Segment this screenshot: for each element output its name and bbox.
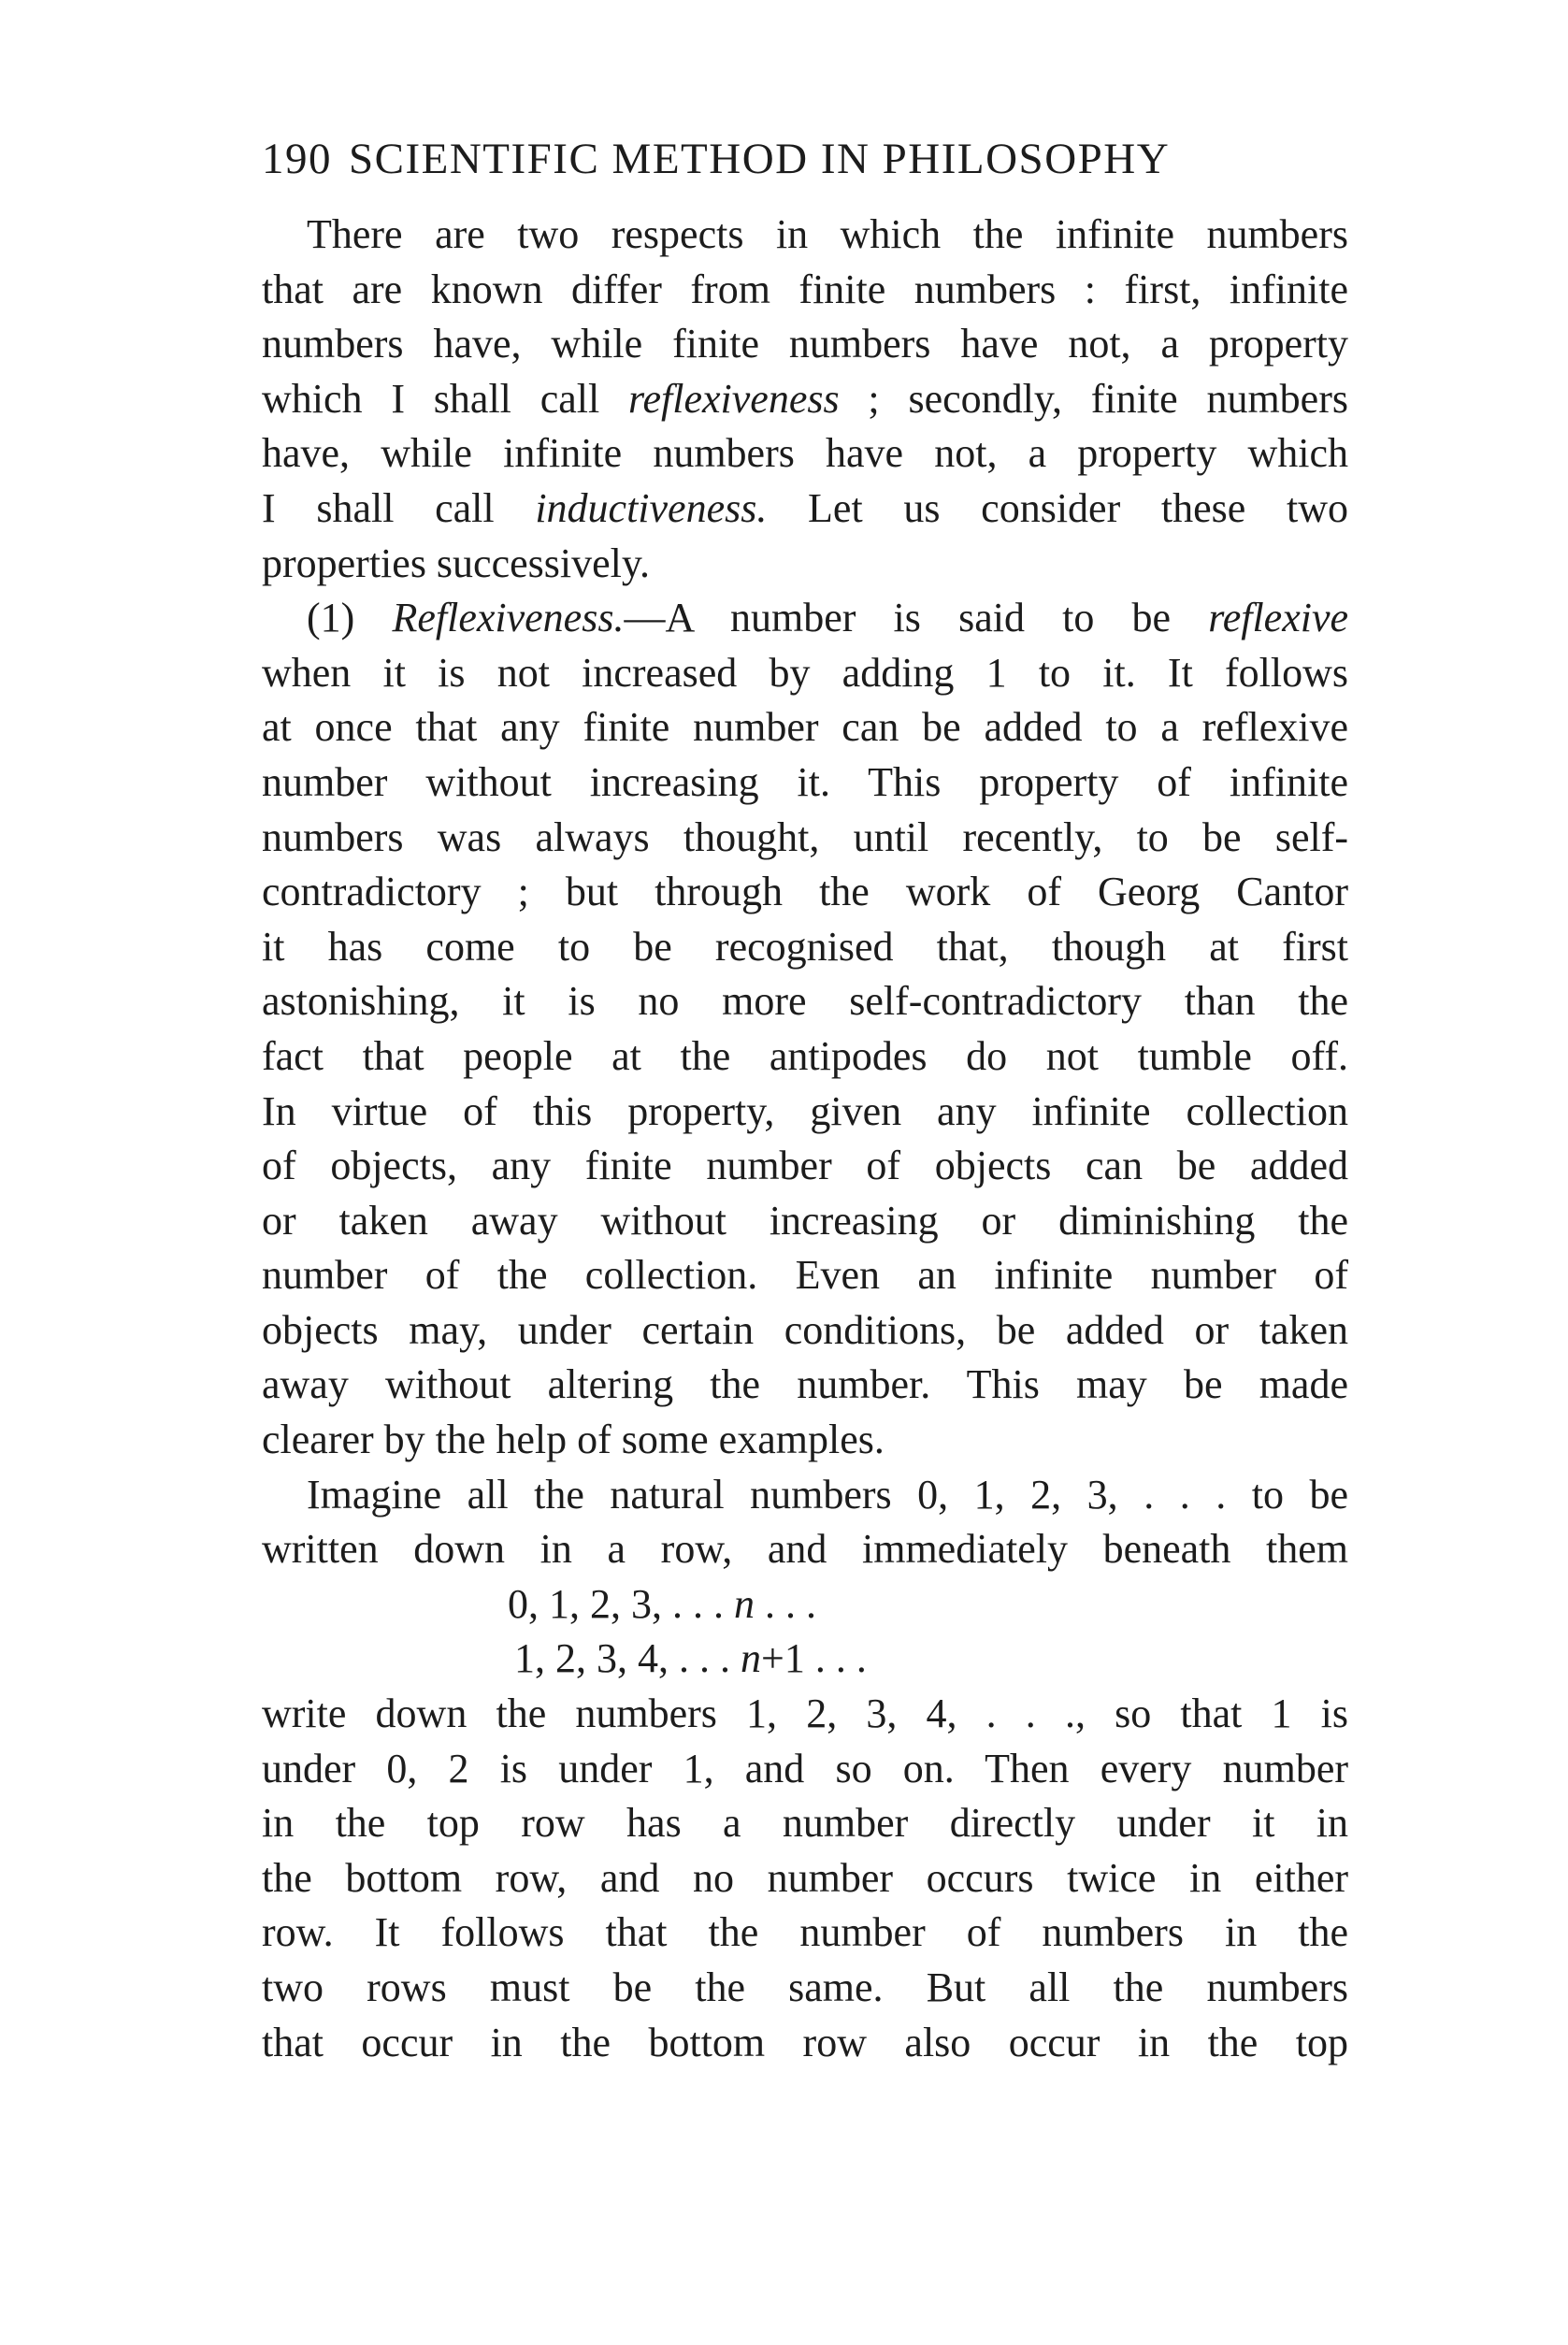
text-line: write down the numbers 1, 2, 3, 4, . . ., so that 1 is	[262, 1690, 1348, 1737]
italic-variable: n	[734, 1580, 755, 1627]
italic-term: reflexiveness	[628, 375, 840, 422]
text-line: fact that people at the antipodes do not tumble off.	[262, 1032, 1348, 1079]
text-segment: I shall call	[262, 484, 536, 531]
running-head	[262, 131, 1348, 187]
page-number: 190	[262, 135, 332, 183]
text-segment: which I shall call	[262, 375, 629, 422]
text-segment: . . .	[755, 1580, 816, 1627]
text-line: contradictory ; but through the work of Georg Cantor	[262, 869, 1348, 915]
text-line: or taken away without increasing or diminishing the	[262, 1197, 1348, 1244]
text-line: of objects, any finite number of objects can be added	[262, 1143, 1348, 1189]
text-line: properties successively.	[262, 539, 651, 586]
text-line	[262, 482, 1348, 537]
text-line: Imagine all the natural numbers 0, 1, 2, 3, . . . to be	[307, 1471, 1348, 1518]
text-line: astonishing, it is no more self-contradictory than the	[262, 978, 1348, 1025]
paragraph-2	[262, 591, 1348, 1468]
text-line: objects may, under certain conditions, be added or taken	[262, 1306, 1348, 1353]
number-rows-display	[262, 1577, 1348, 1687]
text-line	[262, 372, 1348, 427]
text-line: in the top row has a number directly under it in	[262, 1800, 1348, 1847]
paragraph-3	[262, 1468, 1348, 1577]
italic-variable: n	[741, 1635, 761, 1682]
text-line: There are two respects in which the infinite numbers	[307, 211, 1348, 257]
text-line: number of the collection. Even an infinite number of	[262, 1252, 1348, 1299]
text-segment: (1)	[307, 595, 393, 641]
text-segment: +1 . . .	[761, 1635, 867, 1682]
text-segment: Let us consider these two	[767, 484, 1348, 531]
text-line: that are known differ from finite numbers : first, infinite	[262, 266, 1348, 312]
text-line: the bottom row, and no number occurs twice in either	[262, 1854, 1348, 1901]
text-line: under 0, 2 is under 1, and so on. Then every number	[262, 1745, 1348, 1791]
text-line: numbers was always thought, until recently, to be self-	[262, 813, 1348, 860]
bottom-number-row	[262, 1632, 1348, 1687]
paragraph-1	[262, 208, 1348, 591]
italic-term: reflexive	[1208, 595, 1349, 641]
text-segment: 1, 2, 3, 4, . . .	[514, 1635, 741, 1682]
italic-term: inductiveness.	[535, 484, 768, 531]
text-line: In virtue of this property, given any infinite collection	[262, 1087, 1348, 1134]
section-heading: Reflexiveness.	[392, 595, 625, 641]
text-line: row. It follows that the number of numbers in the	[262, 1909, 1348, 1956]
text-line: at once that any finite number can be added to a reflexive	[262, 704, 1348, 751]
text-line: two rows must be the same. But all the numbers	[262, 1964, 1348, 2010]
text-segment: —A number is said to be	[624, 595, 1209, 641]
text-line: written down in a row, and immediately beneath them	[262, 1526, 1348, 1573]
paragraph-4	[262, 1687, 1348, 2070]
text-line: number without increasing it. This property of infinite	[262, 758, 1348, 805]
text-line: when it is not increased by adding 1 to it. It follows	[262, 649, 1348, 696]
text-line: away without altering the number. This may be made	[262, 1361, 1348, 1408]
book-page	[262, 131, 1348, 2070]
running-title: SCIENTIFIC METHOD IN PHILOSOPHY	[349, 135, 1171, 183]
text-line: have, while infinite numbers have not, a property which	[262, 430, 1348, 477]
text-line: that occur in the bottom row also occur in the top	[262, 2019, 1348, 2065]
top-number-row	[262, 1577, 1348, 1633]
text-line: clearer by the help of some examples.	[262, 1417, 885, 1463]
text-line: it has come to be recognised that, though at first	[262, 923, 1348, 970]
text-segment: 0, 1, 2, 3, . . .	[508, 1580, 734, 1627]
text-line	[262, 591, 1348, 646]
text-segment: ; secondly, finite numbers	[839, 375, 1348, 422]
text-line: numbers have, while finite numbers have not, a property	[262, 321, 1348, 367]
